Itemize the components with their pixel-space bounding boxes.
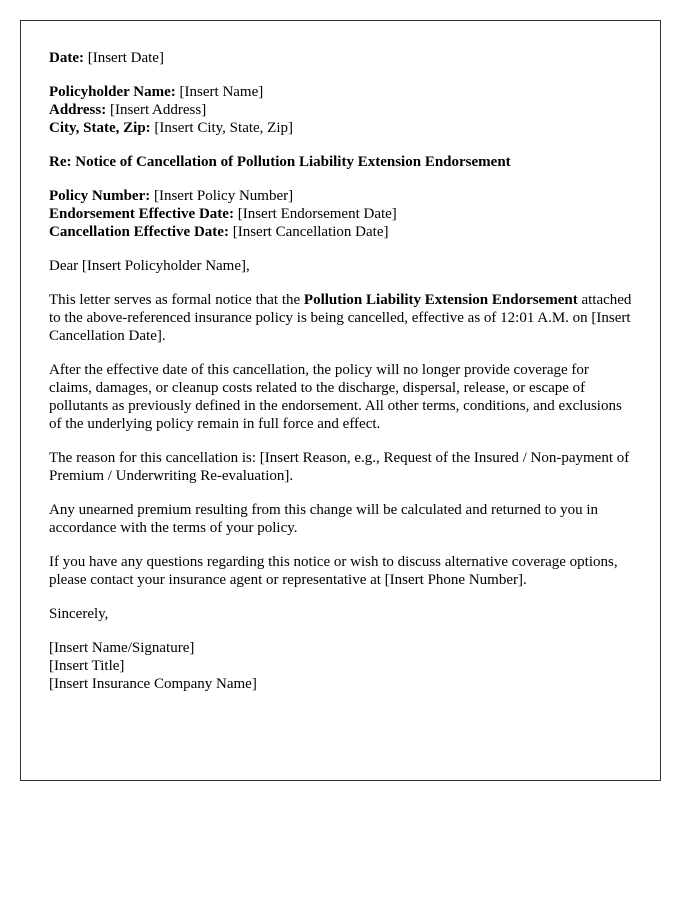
letter (20, 20, 661, 781)
cancellation-date-value: [Insert Cancellation Date] (228, 224, 389, 240)
paragraph-premium: Any unearned premium resulting from this change will be calculated and returned to you in accordance with the terms of your policy. (49, 502, 599, 536)
cancellation-date-label: Cancellation Effective Date: (49, 224, 229, 240)
notice-text-a: This letter serves as formal notice that the (49, 292, 304, 308)
paragraph-reason: The reason for this cancellation is: [Insert Reason, e.g., Request of the Insured / Non-payment of Premium / Underwriting Re-evaluation]. (49, 450, 630, 484)
address-value: [Insert Address] (106, 102, 207, 118)
city-value: [Insert City, State, Zip] (150, 120, 294, 136)
salutation: Dear [Insert Policyholder Name], (49, 258, 250, 274)
signature-title: [Insert Title] (49, 658, 125, 674)
notice-text-b: attached to the above-referenced insurance policy is being cancelled, effective as of 12:01 A.M. on [Insert Cancellation Date]. (49, 292, 632, 344)
policy-number-label: Policy Number: (49, 188, 151, 204)
name-value: [Insert Name] (175, 84, 264, 100)
paragraph-notice (49, 291, 632, 345)
date-value: [Insert Date] (83, 50, 164, 66)
recipient-block (49, 83, 632, 137)
endorsement-date-label: Endorsement Effective Date: (49, 206, 234, 222)
subject: Re: Notice of Cancellation of Pollution Liability Extension Endorsement (49, 154, 511, 170)
policy-block (49, 187, 632, 241)
address-label: Address: (49, 102, 107, 118)
endorsement-date-value: [Insert Endorsement Date] (233, 206, 397, 222)
city-label: City, State, Zip: (49, 120, 151, 136)
date-label: Date: (49, 50, 84, 66)
closing: Sincerely, (49, 606, 109, 622)
signature-name: [Insert Name/Signature] (49, 640, 195, 656)
paragraph-coverage: After the effective date of this cancellation, the policy will no longer provide coverage for claims, damages, or cleanup costs related to the discharge, dispersal, release, or escape of pollutants as previously defined in the endorsement. All other terms, conditions, and exclusions of the underlying policy remain in full force and effect. (49, 362, 622, 432)
subject-line (49, 153, 632, 171)
paragraph-contact: If you have any questions regarding this notice or wish to discuss alternative coverage options, please contact your insurance agent or representative at [Insert Phone Number]. (49, 554, 618, 588)
signature-company: [Insert Insurance Company Name] (49, 676, 257, 692)
notice-endorsement-name: Pollution Liability Extension Endorsement (303, 292, 578, 308)
name-label: Policyholder Name: (49, 84, 176, 100)
date-line (49, 49, 632, 67)
policy-number-value: [Insert Policy Number] (150, 188, 294, 204)
signature-block (49, 639, 632, 693)
